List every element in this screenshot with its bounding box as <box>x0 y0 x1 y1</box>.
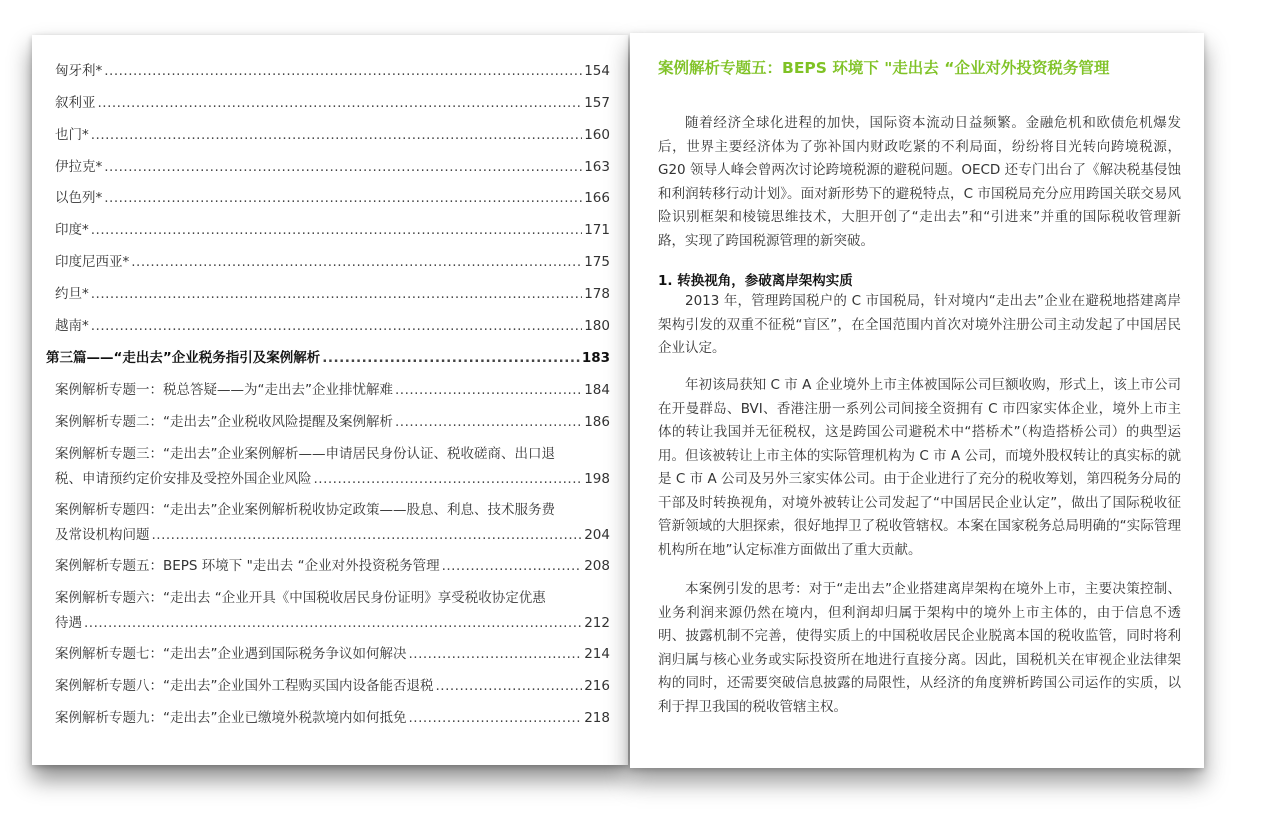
toc-leader <box>91 218 582 243</box>
toc-entry-page: 160 <box>584 127 610 143</box>
article-intro-paragraph: 随着经济全球化进程的加快，国际资本流动日益频繁。金融危机和欧债危机爆发后，世界主要经济体为了弥补国内财政吃紧的不利局面，纷纷将目光转向跨境税源，G20 领导人峰会曾两次讨论跨境税源的避税问题。OECD 还专门出台了《解决税基侵蚀和利润转移行动计划》。面对新形势下的避税特点，C 市国税局充分应用跨国关联交易风险识别框架和棱镜思维技术，大胆开创了“走出去”和“引进来”并重的国际税收管理新路，实现了跨国税源管理的新突破。 <box>658 115 1181 249</box>
toc-case-title-continued: 及常设机构问题 <box>55 527 150 543</box>
toc-leader <box>104 155 582 180</box>
toc-section-page: 183 <box>581 350 610 366</box>
toc-case-title: 案例解析专题二：“走出去”企业税收风险提醒及案例解析 <box>55 414 393 430</box>
toc-entry-page: 175 <box>584 254 610 270</box>
toc-entry-page: 157 <box>584 95 610 111</box>
toc-case-entry[interactable] <box>55 498 610 548</box>
toc-leader <box>409 642 583 667</box>
toc-entry-page: 171 <box>584 222 610 238</box>
toc-entry[interactable] <box>55 59 610 84</box>
toc-entry-page: 178 <box>584 286 610 302</box>
toc-entry[interactable] <box>55 123 610 148</box>
toc-case-page: 218 <box>584 710 610 726</box>
toc-leader <box>322 346 580 371</box>
toc-entry[interactable] <box>55 314 610 339</box>
toc-leader <box>314 467 583 492</box>
toc-case-title: 案例解析专题一：税总答疑——为“走出去”企业排忧解难 <box>55 382 393 398</box>
toc-case-entry[interactable] <box>55 586 610 636</box>
toc-entry-title: 印度* <box>55 222 89 238</box>
toc-leader <box>442 554 583 579</box>
toc-entry[interactable] <box>55 186 610 211</box>
toc-entry-page: 180 <box>584 318 610 334</box>
article-paragraph-1: 2013 年，管理跨国税户的 C 市国税局，针对境内“走出去”企业在避税地搭建离岸架构引发的双重不征税“盲区”，在全国范围内首次对境外注册公司主动发起了中国居民企业认定。 <box>658 293 1181 356</box>
toc-leader <box>436 674 583 699</box>
toc-entry-title: 也门* <box>55 127 89 143</box>
toc-entry-page: 154 <box>584 63 610 79</box>
toc-entry-page: 166 <box>584 190 610 206</box>
toc-leader <box>91 282 582 307</box>
toc-case-entry[interactable] <box>55 378 610 403</box>
toc-case-title-continued: 税、申请预约定价安排及受控外国企业风险 <box>55 471 312 487</box>
toc-case-title: 案例解析专题五：BEPS 环境下 "走出去 “企业对外投资税务管理 <box>55 558 440 574</box>
toc-leader <box>152 523 583 548</box>
toc-leader <box>104 186 582 211</box>
toc-page <box>32 35 628 765</box>
toc-case-title: 案例解析专题四：“走出去”企业案例解析税收协定政策——股息、利息、技术服务费 <box>55 502 555 518</box>
article-paragraph-2: 年初该局获知 C 市 A 企业境外上市主体被国际公司巨额收购，形式上，该上市公司在开曼群岛、BVI、香港注册一系列公司间接全资拥有 C 市四家实体企业，境外上市主体的转让我国并无征税权，这是跨国公司避税术中“搭桥术”（构造搭桥公司）的典型运用。但该被转让上市主体的实际管理机构为 C 市 A 公司，而境外股权转让的真实标的就是 C 市 A 公司及另外三家实体公司。由于企业进行了充分的税收筹划，第四税务分局的干部及时转换视角，对境外被转让公司发起了“中国居民企业认定”，做出了国际税收征管新领域的大胆探索，很好地捍卫了税收管辖权。本案在国家税务总局明确的“实际管理机构所在地”认定标准方面做出了重大贡献。 <box>658 377 1181 558</box>
toc-entry[interactable] <box>55 155 610 180</box>
toc-entry-title: 印度尼西亚* <box>55 254 130 270</box>
toc-case-title: 案例解析专题九：“走出去”企业已缴境外税款境内如何抵免 <box>55 710 407 726</box>
toc-leader <box>409 706 583 731</box>
toc-entry-title: 匈牙利* <box>55 63 103 79</box>
toc-leader <box>104 59 582 84</box>
toc-case-page: 184 <box>584 382 610 398</box>
toc-entry-title: 叙利亚 <box>55 95 96 111</box>
toc-leader <box>98 91 583 116</box>
toc-case-page: 198 <box>584 471 610 487</box>
toc-case-title: 案例解析专题三：“走出去”企业案例解析——申请居民身份认证、税收磋商、出口退 <box>55 446 555 462</box>
toc-entry[interactable] <box>55 282 610 307</box>
toc-section-title: 第三篇——“走出去”企业税务指引及案例解析 <box>46 350 321 366</box>
article-title: 案例解析专题五：BEPS 环境下 "走出去 “企业对外投资税务管理 <box>658 59 1110 77</box>
toc-case-entry[interactable] <box>55 554 610 579</box>
article-page <box>630 33 1204 768</box>
toc-case-entry[interactable] <box>55 410 610 435</box>
toc-case-page: 214 <box>584 646 610 662</box>
toc-case-title-continued: 待遇 <box>55 615 82 631</box>
article-subheading: 1. 转换视角，参破离岸架构实质 <box>658 273 853 289</box>
toc-leader <box>91 123 582 148</box>
article-paragraph-3: 本案例引发的思考：对于“走出去”企业搭建离岸架构在境外上市，主要决策控制、业务利润来源仍然在境内，但利润却归属于架构中的境外上市主体的，由于信息不透明、披露机制不完善，使得实质上的中国税收居民企业脱离本国的税收监管，同时将利润归属与核心业务或实际投资所在地进行直接分离。因此，国税机关在审视企业法律架构的同时，还需要突破信息披露的局限性，从经济的角度辨析跨国公司运作的实质，以利于捍卫我国的税收管辖主权。 <box>658 581 1181 715</box>
toc-entry[interactable] <box>55 250 610 275</box>
toc-case-page: 216 <box>584 678 610 694</box>
toc-leader <box>91 314 582 339</box>
toc-entry-page: 163 <box>584 159 610 175</box>
toc-leader <box>131 250 582 275</box>
toc-leader <box>395 378 582 403</box>
toc-entry[interactable] <box>55 91 610 116</box>
toc-case-title: 案例解析专题七：“走出去”企业遇到国际税务争议如何解决 <box>55 646 407 662</box>
toc-entry-title: 约旦* <box>55 286 89 302</box>
toc-case-title: 案例解析专题八：“走出去”企业国外工程购买国内设备能否退税 <box>55 678 434 694</box>
toc-case-page: 212 <box>584 615 610 631</box>
toc-case-page: 208 <box>584 558 610 574</box>
toc-case-page: 204 <box>584 527 610 543</box>
toc-entry-title: 伊拉克* <box>55 159 103 175</box>
toc-entry-title: 越南* <box>55 318 89 334</box>
toc-leader <box>395 410 582 435</box>
toc-entry-title: 以色列* <box>55 190 103 206</box>
toc-case-title: 案例解析专题六：“走出去 “企业开具《中国税收居民身份证明》享受税收协定优惠 <box>55 590 546 606</box>
toc-entry[interactable] <box>55 218 610 243</box>
toc-case-entry[interactable] <box>55 642 610 667</box>
toc-case-entry[interactable] <box>55 706 610 731</box>
toc-case-entry[interactable] <box>55 674 610 699</box>
toc-case-page: 186 <box>584 414 610 430</box>
toc-section-heading[interactable] <box>46 346 610 371</box>
toc-leader <box>84 611 582 636</box>
toc-case-entry[interactable] <box>55 442 610 492</box>
